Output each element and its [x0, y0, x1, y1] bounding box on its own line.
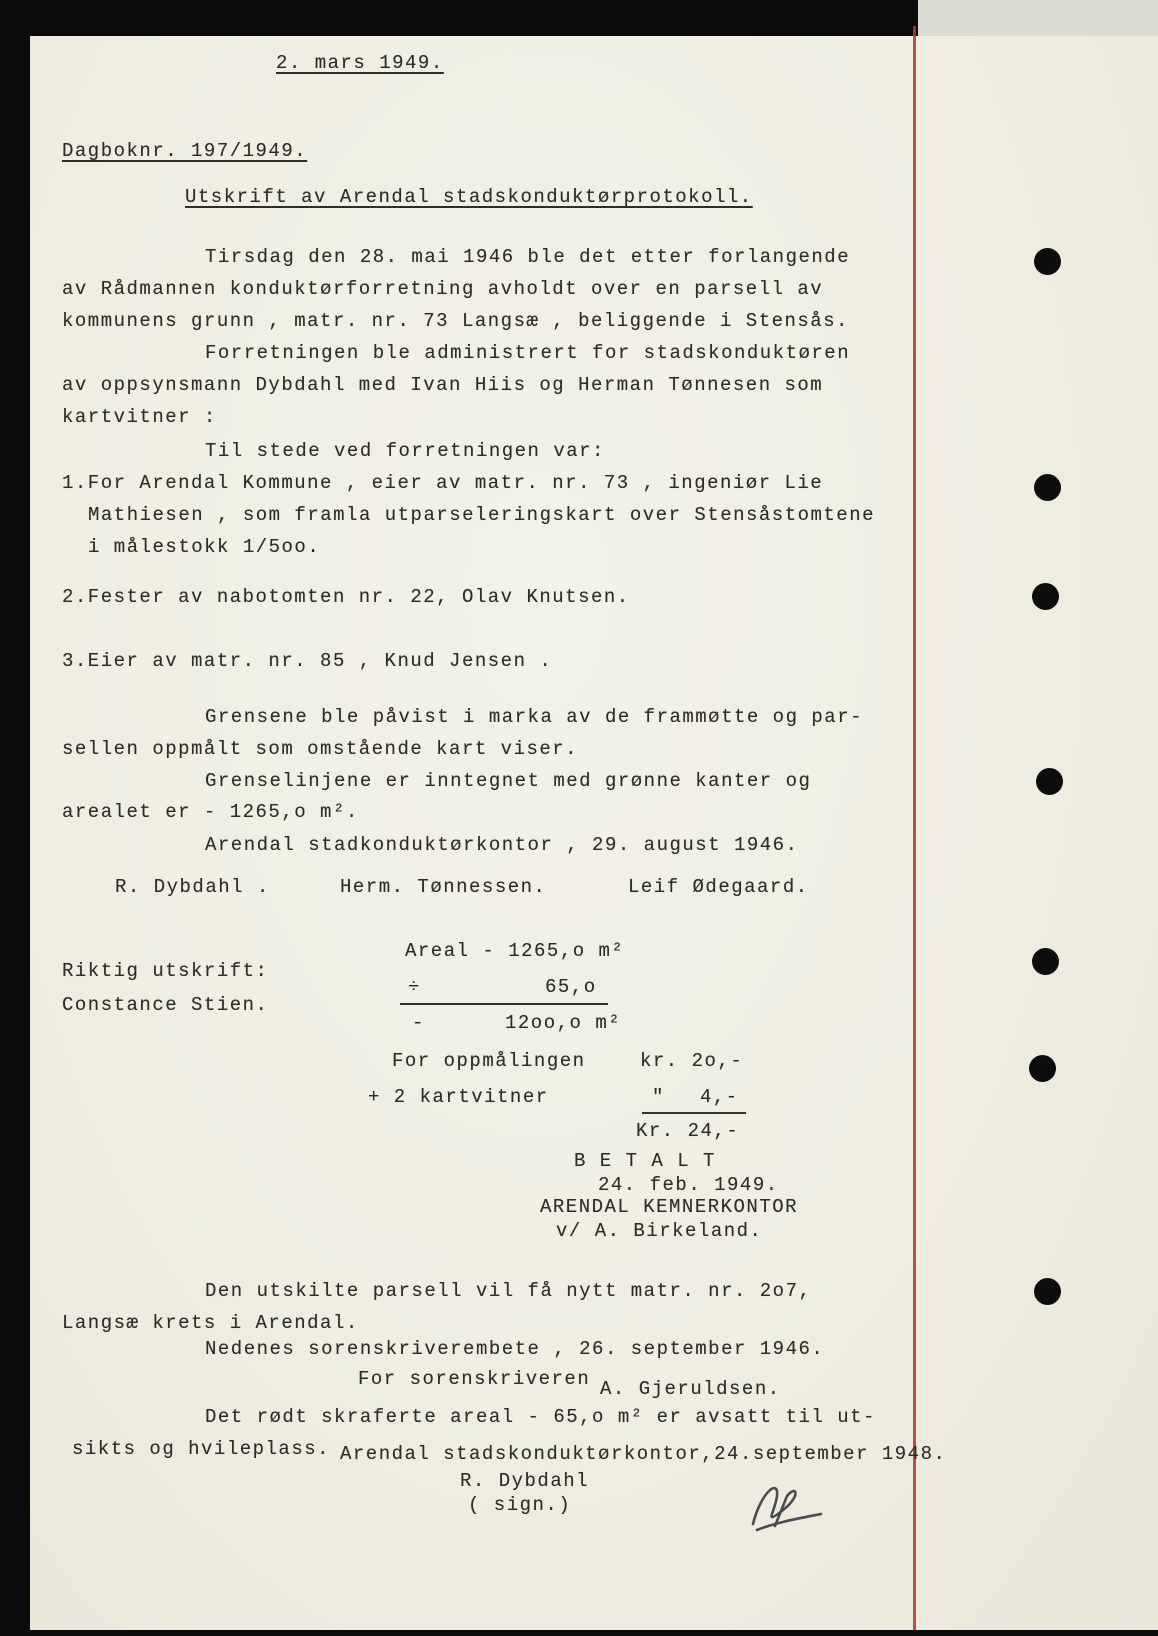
adjacent-page-edge: [918, 0, 1158, 36]
footer-signature-name: A. Gjeruldsen.: [600, 1378, 781, 1400]
footer-line: Den utskilte parsell vil få nytt matr. nr. 2o7,: [205, 1280, 812, 1302]
payment-signedby: v/ A. Birkeland.: [556, 1220, 763, 1242]
body-line: Mathiesen , som framla utparseleringskart over Stensåstomtene: [88, 504, 876, 526]
calc-result-sign: -: [412, 1012, 425, 1034]
payment-office: ARENDAL KEMNERKONTOR: [540, 1196, 799, 1218]
punch-hole: [1036, 768, 1063, 795]
sum-line: [400, 1003, 608, 1005]
punch-hole: [1032, 948, 1059, 975]
signatory-name: Herm. Tønnessen.: [340, 876, 547, 898]
body-line: 2.Fester av nabotomten nr. 22, Olav Knutsen.: [62, 586, 630, 608]
body-line: 1.For Arendal Kommune , eier av matr. nr. 73 , ingeniør Lie: [62, 472, 824, 494]
ditto-mark: ": [652, 1086, 665, 1108]
footer-line: sikts og hvileplass.: [72, 1438, 331, 1460]
payment-date: 24. feb. 1949.: [598, 1174, 779, 1196]
calc-areal: Areal - 1265,o m²: [405, 940, 625, 962]
footer-sign-note: ( sign.): [468, 1494, 572, 1516]
handwritten-signature: [735, 1468, 835, 1538]
certification-label: Riktig utskrift:: [62, 960, 269, 982]
body-line: 3.Eier av matr. nr. 85 , Knud Jensen .: [62, 650, 553, 672]
red-margin-line: [913, 26, 916, 1630]
paper: [30, 36, 1158, 1630]
punch-hole: [1032, 583, 1059, 610]
witness-label: + 2 kartvitner: [368, 1086, 549, 1108]
punch-hole: [1034, 248, 1061, 275]
footer-line: Langsæ krets i Arendal.: [62, 1312, 359, 1334]
fee-value: kr. 2o,-: [640, 1050, 744, 1072]
footer-line: Nedenes sorenskriverembete , 26. september 1946.: [205, 1338, 825, 1360]
punch-hole: [1034, 474, 1061, 501]
body-line: Til stede ved forretningen var:: [205, 440, 605, 462]
page-title: Utskrift av Arendal stadskonduktørprotokoll.: [185, 186, 753, 208]
paid-stamp: B E T A L T: [574, 1150, 716, 1172]
punch-hole: [1029, 1055, 1056, 1082]
body-line: kommunens grunn , matr. nr. 73 Langsæ , beliggende i Stensås.: [62, 310, 850, 332]
signatory-name: R. Dybdahl .: [115, 876, 270, 898]
body-line: Tirsdag den 28. mai 1946 ble det etter forlangende: [205, 246, 851, 268]
body-line: av Rådmannen konduktørforretning avholdt over en parsell av: [62, 278, 824, 300]
body-line: Forretningen ble administrert for stadskonduktøren: [205, 342, 851, 364]
calc-minus-value: 65,o: [545, 976, 597, 998]
body-line: av oppsynsmann Dybdahl med Ivan Hiis og Herman Tønnesen som: [62, 374, 824, 396]
total-amount: Kr. 24,-: [636, 1120, 740, 1142]
footer-signatory: R. Dybdahl: [460, 1470, 590, 1492]
footer-line: Arendal stadskonduktørkontor,24.september 1948.: [340, 1443, 947, 1465]
footer-line: Det rødt skraferte areal - 65,o m² er avsatt til ut-: [205, 1406, 876, 1428]
body-line: arealet er - 1265,o m².: [62, 801, 359, 823]
certification-name: Constance Stien.: [62, 994, 269, 1016]
body-line: Grenselinjene er inntegnet med grønne kanter og: [205, 770, 812, 792]
calc-result-value: 12oo,o m²: [505, 1012, 622, 1034]
witness-value: 4,-: [700, 1086, 739, 1108]
date-heading: 2. mars 1949.: [276, 52, 444, 74]
calc-minus-sign: ÷: [408, 976, 421, 998]
body-line: i målestokk 1/5oo.: [88, 536, 321, 558]
signatory-name: Leif Ødegaard.: [628, 876, 809, 898]
punch-hole: [1034, 1278, 1061, 1305]
journal-number: Dagboknr. 197/1949.: [62, 140, 308, 162]
footer-line: For sorenskriveren: [358, 1368, 591, 1390]
body-line: sellen oppmålt som omstående kart viser.: [62, 738, 579, 760]
body-line: kartvitner :: [62, 406, 217, 428]
body-line: Arendal stadkonduktørkontor , 29. august 1946.: [205, 834, 799, 856]
body-line: Grensene ble påvist i marka av de frammøtte og par-: [205, 706, 863, 728]
sum-line: [642, 1112, 746, 1114]
fee-label: For oppmålingen: [392, 1050, 586, 1072]
